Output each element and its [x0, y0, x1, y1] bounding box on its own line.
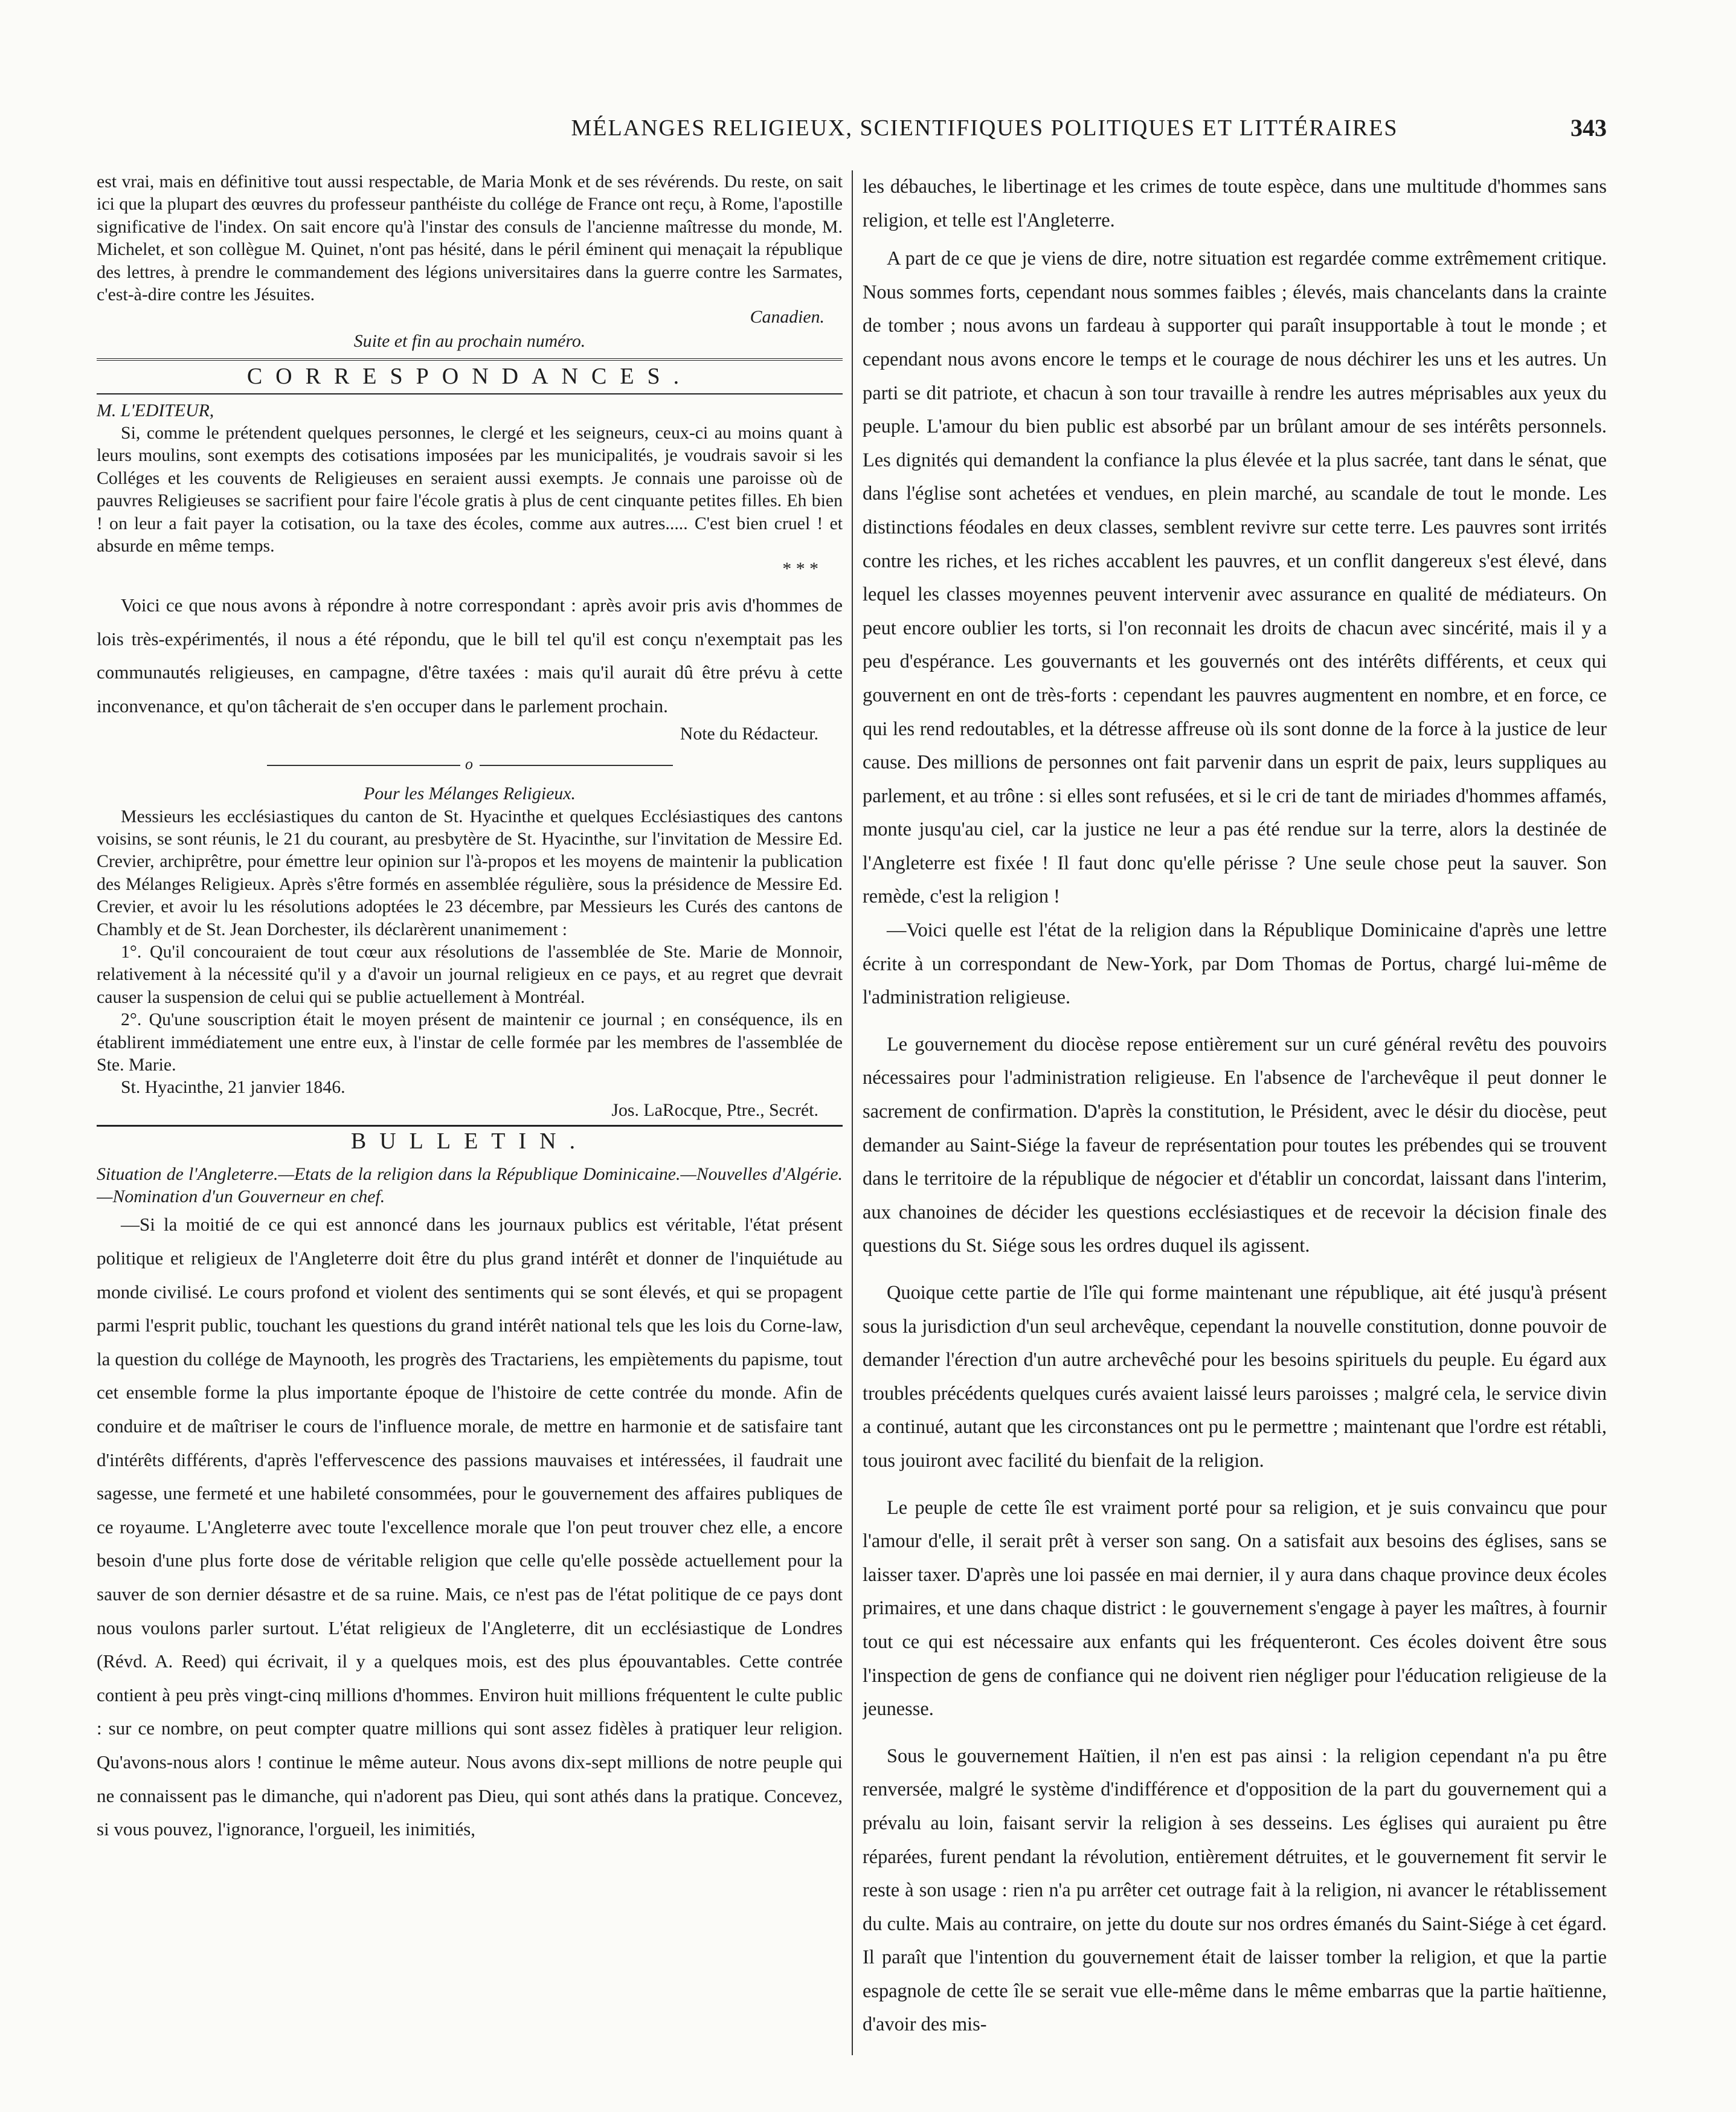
- left-column: [97, 170, 843, 2055]
- bulletin-body: —Si la moitié de ce qui est annoncé dans les journaux publics est véritable, l'état présent politique et religieux de l'Angleterre doit être du plus grand intérêt et donner de l'inquiétude au monde civilisé. Le cours profond et violent des sentiments qui se sont élevés, et qui se propagent parmi l'esprit public, touchant les questions du grand intérêt national tels que les lois du Corne-law, la question du collége de Maynooth, les progrès des Tractariens, les empiètements du papisme, tout cet ensemble forme la plus importante époque de l'histoire de cette contrée du monde. Afin de conduire et de maîtriser le cours de l'influence morale, de mettre en harmonie et de satisfaire tant d'intérêts différents, d'après l'effervescence des passions mauvaises et intéressées, il faudrait une sagesse, une fermeté et une habileté consommées, pour le gouvernement des affaires publiques de ce royaume. L'Angleterre avec toute l'excellence morale que l'on peut trouver chez elle, a encore besoin d'une plus forte dose de véritable religion que celle qu'elle possède actuellement pour la sauver de son dernier désastre et de sa ruine. Mais, ce n'est pas de l'état politique de ce pays dont nous voulons parler surtout. L'état religieux de l'Angleterre, dit un ecclésiastique de Londres (Révd. A. Reed) qui écrivait, il y a quelques mois, est des plus épouvantables. Cette contrée contient à peu près vingt-cinq millions d'hommes. Environ huit millions fréquentent le culte public : sur ce nombre, on peut compter quatre millions qui sont assez fidèles à pratiquer leur religion. Qu'avons-nous alors ! continue le même auteur. Nous avons dix-sept millions de notre peuple qui ne connaissent pas le dimanche, qui n'adorent pas Dieu, qui sont athés dans la pratique. Concevez, si vous pouvez, l'ignorance, l'orgueil, les inimitiés,: [97, 1214, 843, 1840]
- right-paragraph-1: les débauches, le libertinage et les crimes de toute espèce, dans une multitude d'hommes sans religion, et telle est l'Angleterre.: [863, 176, 1607, 231]
- page-number: 343: [1570, 114, 1607, 141]
- bulletin-title: BULLETIN.: [350, 1128, 589, 1154]
- right-paragraph-5: Quoique cette partie de l'île qui forme maintenant une république, ait été jusqu'à présent sous la jurisdiction d'un seul archevêque, cependant la nouvelle constitution, donne pouvoir de demander l'érection d'un autre archevêché pour les besoins spirituels du peuple. Eu égard aux troubles précédents quelques curés avaient laissé leurs paroisses ; malgré cela, le service divin a continué, autant que les circonstances ont pu le permettre ; maintenant que l'ordre est rétabli, tous jouiront avec facilité du bienfait de la religion.: [863, 1282, 1607, 1472]
- ornament-rule: [97, 753, 843, 775]
- continuation-note: Suite et fin au prochain numéro.: [353, 330, 586, 351]
- right-paragraph-2: A part de ce que je viens de dire, notre situation est regardée comme extrêmement critique. Nous sommes forts, cependant nous sommes faibles ; élevés, mais chancelants dans la crainte de tomber ; nous avons un fardeau à supporter qui paraît insupportable à tout le monde ; et cependant nous avons encore le temps et le courage de nous déchirer les uns et les autres. Un parti se dit patriote, et chacun à son tour travaille à rendre les autres méprisables aux yeux du peuple. L'amour du bien public est absorbé par un brûlant amour de ses intérêts personnels. Les dignités qui demandent la confiance la plus élevée et la plus sacrée, tant dans le sénat, que dans l'église sont achetées et vendues, en plein marché, au scandale de tout le monde. Les distinctions féodales en deux classes, semblent revivre sur cette terre. Les pauvres sont irrités contre les riches, et les riches accablent les pauvres, et un conflit dangereux s'est élevé, dans lequel les classes moyennes peuvent intervenir avec assurance en qualité de médiateurs. On peut encore oublier les torts, si l'on reconnait les droits de chacun avec sincérité, mais il y a peu d'espérance. Les gouvernants et les gouvernés ont des intérêts différents, et ceux qui gouvernent en ont de très-forts : cependant les pauvres augmentent en nombre, et en force, ce qui les rend redoutables, et la détresse affreuse où ils sont donne de la force à la justice de leur cause. Des millions de personnes ont fait parvenir dans un esprit de paix, leurs suppliques au parlement, et au trône : si elles sont refusées, et si le cri de tant de miriades d'hommes affamés, monte jusqu'au ciel, car la justice ne leur a pas été rendue sur la terre, alors la destinée de l'Angleterre est fixée ! Il faut donc qu'elle périsse ? Une seule chose peut la sauver. Son remède, c'est la religion !: [863, 248, 1607, 908]
- melanges-heading: Pour les Mélanges Religieux.: [364, 784, 576, 804]
- section-rule: [97, 358, 843, 361]
- right-paragraph-6: Le peuple de cette île est vraiment porté pour sa religion, et je suis convaincu que pour l'amour d'elle, il serait prêt à verser son sang. On a satisfait aux besoins des églises, sans se laisser taxer. D'après une loi passée en mai dernier, il y aura dans chaque province deux écoles primaires, et une dans chaque district : le gouvernement s'engage à payer les maîtres, à fournir tout ce qui est nécessaire aux enfants qui les fréquenteront. Ces écoles doivent être sous l'inspection de gens de confiance qui ne doivent rien négliger pour l'éducation religieuse de la jeunesse.: [863, 1496, 1607, 1721]
- salutation: M. L'EDITEUR,: [97, 400, 214, 420]
- ornament-mark: o: [465, 755, 474, 773]
- resolution-2: 2°. Qu'une souscription était le moyen présent de maintenir ce journal ; en conséquence, ils en établirent immédiatement une entre eux, à l'instar de celle formée par les membres de l'assemblée de Ste. Marie.: [97, 1009, 843, 1075]
- secretary-signature: Jos. LaRocque, Ptre., Secrét.: [611, 1099, 818, 1120]
- bulletin-rule: [97, 1125, 843, 1127]
- correspondances-title: CORRESPONDANCES.: [97, 365, 843, 394]
- letter-mark: * * *: [782, 558, 818, 579]
- opening-paragraph: est vrai, mais en définitive tout aussi respectable, de Maria Monk et de ses révérends. Du reste, on sait ici que la plupart des œuvres du professeur panthéiste du collége de France ont reçu, à Rome, l'apostille significative de l'index. On sait encore qu'à l'instar des consuls de l'ancienne maîtresse du monde, M. Michelet, et son collègue M. Quinet, n'ont pas hésité, dans le péril éminent qui menaçait la république des lettres, à prendre le commandement des légions universitaires dans la guerre contre les Sarmates, c'est-à-dire contre les Jésuites.: [97, 172, 843, 305]
- letter-body: Si, comme le prétendent quelques personnes, le clergé et les seigneurs, ceux-ci au moins quant à leurs moulins, sont exempts des cotisations imposées par les municipalités, je voudrais savoir si les Colléges et les couvents de Religieuses en seraient aussi exempts. Je connais une paroisse où de pauvres Religieuses se sacrifient pour faire l'école gratis à plus de cent cinquante petites filles. Eh bien ! on leur a fait payer la cotisation, ou la taxe des écoles, comme aux autres..... C'est bien cruel ! et absurde en même temps.: [97, 423, 843, 556]
- bulletin-summary: Situation de l'Angleterre.—Etats de la religion dans la République Dominicaine.—Nouvelles d'Algérie.—Nomination d'un Gouverneur en chef.: [97, 1164, 843, 1206]
- editor-reply: Voici ce que nous avons à répondre à notre correspondant : après avoir pris avis d'hommes de lois très-expérimentés, il nous a été répondu, que le bill tel qu'il est conçu n'exemptait pas les communautés religieuses, en campagne, d'être taxées : mais qu'il aurait dû être prévu à cette inconvenance, et qu'on tâcherait de s'en occuper dans le parlement prochain.: [97, 594, 843, 716]
- opening-signature: Canadien.: [750, 307, 825, 327]
- right-column: [863, 170, 1607, 2055]
- dateline: St. Hyacinthe, 21 janvier 1846.: [121, 1077, 346, 1098]
- melanges-intro: Messieurs les ecclésiastiques du canton de St. Hyacinthe et quelques Ecclésiastiques des cantons voisins, se sont réunis, le 21 du courant, au presbytère de St. Hyacinthe, sur l'invitation de Messire Ed. Crevier, archiprêtre, pour émettre leur opinion sur l'à-propos et les moyens de maintenir la publication des Mélanges Religieux. Après s'être formés en assemblée régulière, sous la présidence de Messire Ed. Crevier, et avoir lu les résolutions adoptées le 23 décembre, par Messieurs les Curés des cantons de Chambly et de St. Jean Dorchester, ils déclarèrent unanimement :: [97, 806, 843, 939]
- right-paragraph-3: —Voici quelle est l'état de la religion dans la République Dominicaine d'après une lettre écrite à un correspondant de New-York, par Dom Thomas de Portus, chargé lui-même de l'administration religieuse.: [863, 919, 1607, 1009]
- right-paragraph-4: Le gouvernement du diocèse repose entièrement sur un curé général revêtu des pouvoirs nécessaires pour l'administration religieuse. En l'absence de l'archevêque il peut donner le sacrement de confirmation. D'après la constitution, le Président, avec le désir du diocèse, peut demander au Saint-Siége la faveur de représentation pour toutes les prébendes qui se trouvent dans le territoire de la république de négocier et d'établir un concordat, laissant dans l'interim, aux chanoines de décider les questions ecclésiastiques et de recevoir la décision finale des questions du St. Siége sous les ordres duquel ils agissent.: [863, 1033, 1607, 1257]
- running-head: MÉLANGES RELIGIEUX, SCIENTIFIQUES POLITIQUES ET LITTÉRAIRES: [571, 115, 1398, 141]
- resolution-1: 1°. Qu'il concouraient de tout cœur aux résolutions de l'assemblée de Ste. Marie de Monnoir, relativement à la nécessité qu'il y a d'avoir un journal religieux en ce pays, et au regret que devrait causer la suspension de celui qui se publie actuellement à Montréal.: [97, 941, 843, 1007]
- column-divider: [852, 170, 853, 2055]
- editor-signature: Note du Rédacteur.: [680, 724, 818, 744]
- right-paragraph-7: Sous le gouvernement Haïtien, il n'en est pas ainsi : la religion cependant n'a pu être renversée, malgré le système d'indifférence et d'opposition de la part du gouvernement qui a prévalu au loin, faisant servir la religion à ses desseins. Les églises qui auraient pu être réparées, furent pendant la révolution, entièrement détruites, et le gouvernement fit servir le reste à son usage : rien n'a pu arrêter cet outrage fait à la religion, ni avancer le rétablissement du culte. Mais au contraire, on jette du doute sur nos ordres émanés du Saint-Siége à cet égard. Il paraît que l'intention du gouvernement était de laisser tomber la religion, et que la partie espagnole de cette île se serait vue elle-même dans le même embarras que la partie haïtienne, d'avoir des mis-: [863, 1745, 1607, 2036]
